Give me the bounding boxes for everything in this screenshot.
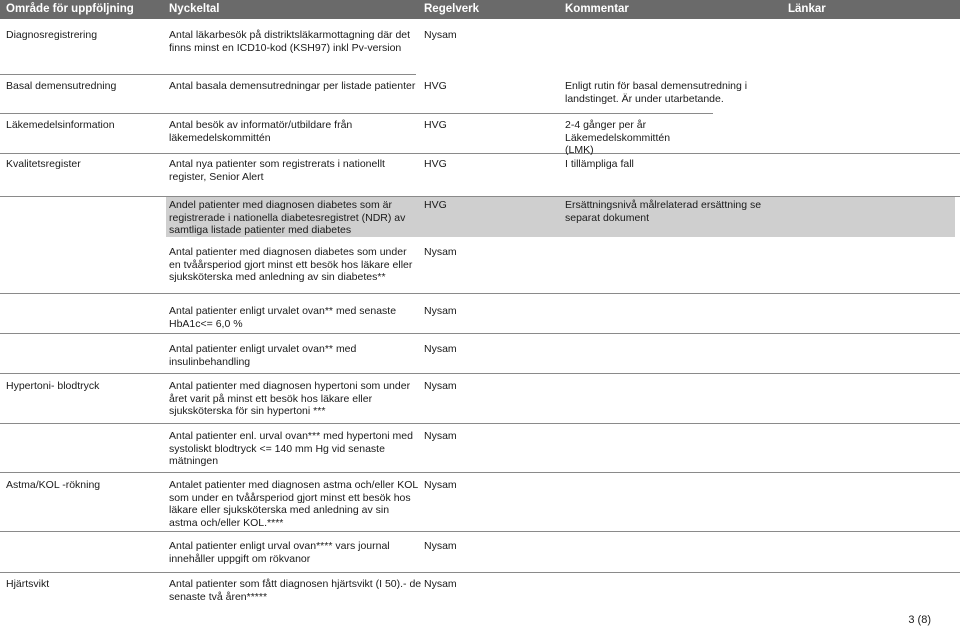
row-separator xyxy=(0,373,960,374)
row-rule: Nysam xyxy=(424,430,457,442)
row-indicator: Antal patienter enl. urval ovan*** med hypertoni med systoliskt blodtryck <= 140 mm Hg vid senaste mätningen xyxy=(169,430,413,467)
row-indicator: Antal basala demensutredningar per listade patienter xyxy=(169,80,416,92)
row-rule: HVG xyxy=(424,199,447,211)
row-separator xyxy=(0,153,960,154)
row-comment: 2-4 gånger per år Läkemedelskommittén (LMK) xyxy=(565,119,671,156)
row-separator xyxy=(0,572,960,573)
row-separator xyxy=(0,472,960,473)
row-separator xyxy=(0,113,713,114)
row-area: Hjärtsvikt xyxy=(6,578,50,590)
row-area: Astma/KOL -rökning xyxy=(6,479,101,491)
row-indicator: Antal besök av informatör/utbildare från läkemedelskommittén xyxy=(169,119,353,144)
row-separator xyxy=(0,196,960,197)
row-indicator: Antal patienter med diagnosen hypertoni som under året varit på minst ett besök hos läkare eller sjuksköterska för sin hypertoni *** xyxy=(169,380,411,417)
header-indicator: Nyckeltal xyxy=(169,3,220,15)
row-rule: HVG xyxy=(424,119,447,131)
row-separator xyxy=(0,423,960,424)
row-indicator: Antalet patienter med diagnosen astma och/eller KOL som under en tvåårsperiod gjort minst ett besök hos läkare eller sjuksköterska med anledning av sin astma och/eller KOL.**** xyxy=(169,479,418,529)
row-rule: Nysam xyxy=(424,479,457,491)
row-area: Läkemedelsinformation xyxy=(6,119,115,131)
row-indicator: Antal patienter enligt urval ovan**** vars journal innehåller uppgift om rökvanor xyxy=(169,540,390,565)
row-rule: Nysam xyxy=(424,343,457,355)
row-indicator: Antal patienter enligt urvalet ovan** med senaste HbA1c<= 6,0 % xyxy=(169,305,397,330)
row-area: Diagnosregistrering xyxy=(6,29,98,41)
row-indicator: Andel patienter med diagnosen diabetes som är registrerade i nationella diabetesregistret (NDR) av samtliga listade patienter med diabetes xyxy=(169,199,406,236)
header-links: Länkar xyxy=(788,3,826,15)
header-comment: Kommentar xyxy=(565,3,629,15)
row-rule: Nysam xyxy=(424,540,457,552)
row-rule: Nysam xyxy=(424,246,457,258)
row-indicator: Antal nya patienter som registrerats i nationellt register, Senior Alert xyxy=(169,158,385,183)
row-comment: I tillämpliga fall xyxy=(565,158,634,170)
table-header xyxy=(0,0,960,19)
row-rule: Nysam xyxy=(424,305,457,317)
row-rule: HVG xyxy=(424,158,447,170)
row-rule: Nysam xyxy=(424,380,457,392)
row-area: Kvalitetsregister xyxy=(6,158,81,170)
row-separator xyxy=(0,74,416,75)
row-comment: Ersättningsnivå målrelaterad ersättning se separat dokument xyxy=(565,199,762,224)
row-area: Basal demensutredning xyxy=(6,80,117,92)
row-indicator: Antal patienter med diagnosen diabetes som under en tvåårsperiod gjort minst ett besök hos läkare eller sjuksköterska med anledning av sin diabetes** xyxy=(169,246,413,283)
row-separator xyxy=(0,531,960,532)
row-indicator: Antal läkarbesök på distriktsläkarmottagning där det finns minst en ICD10-kod (KSH97) inkl Pv-version xyxy=(169,29,411,54)
page-number: 3 (8) xyxy=(908,614,931,626)
header-rule: Regelverk xyxy=(424,3,479,15)
row-indicator: Antal patienter som fått diagnosen hjärtsvikt (I 50).- de senaste två åren***** xyxy=(169,578,422,603)
row-rule: Nysam xyxy=(424,578,457,590)
row-comment: Enligt rutin för basal demensutredning i landstinget. Är under utarbetande. xyxy=(565,80,748,105)
header-area: Område för uppföljning xyxy=(6,3,134,15)
row-indicator: Antal patienter enligt urvalet ovan** med insulinbehandling xyxy=(169,343,357,368)
row-rule: HVG xyxy=(424,80,447,92)
row-rule: Nysam xyxy=(424,29,457,41)
row-area: Hypertoni- blodtryck xyxy=(6,380,100,392)
row-separator xyxy=(0,333,960,334)
row-separator xyxy=(0,293,960,294)
